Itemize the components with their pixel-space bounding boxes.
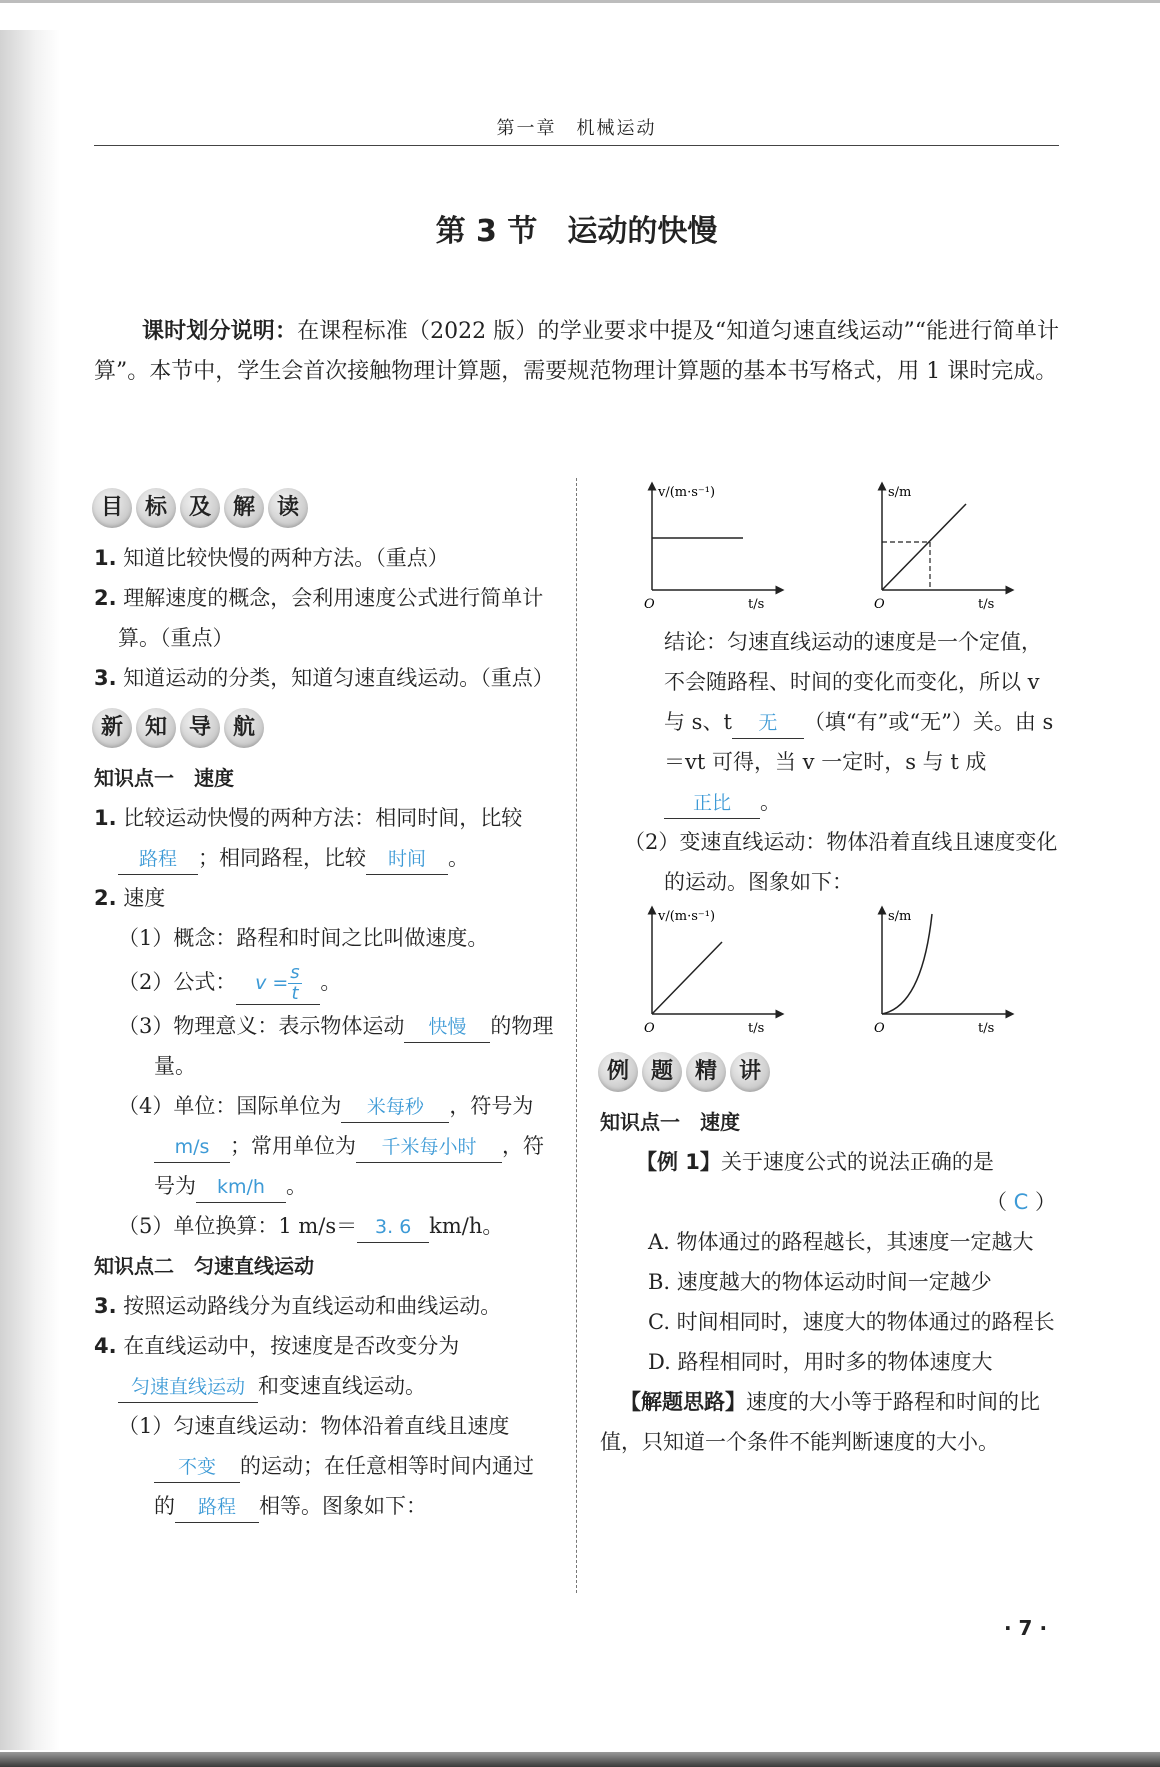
- badge-char: 及: [180, 488, 220, 528]
- answer-blank: 正比: [664, 788, 760, 819]
- item-text: 比较运动快慢的两种方法：相同时间，比较: [123, 806, 523, 830]
- goal-item: [94, 578, 554, 658]
- uniform-motion-graphs: [600, 478, 1060, 618]
- intro-label: 课时划分说明：: [142, 319, 298, 344]
- sub-text: ，符号为: [449, 1094, 534, 1118]
- answer-blank: 千米每小时: [356, 1132, 502, 1163]
- variable-motion-text: （2）变速直线运动：物体沿着直线且速度变化的运动。图象如下：: [624, 830, 1058, 894]
- parabolic-curve: [882, 914, 932, 1014]
- goal-num: 3.: [94, 666, 117, 690]
- sub-item: [94, 1006, 554, 1086]
- header-rule: [94, 145, 1059, 146]
- origin-label: O: [874, 597, 885, 612]
- bracket-close: ）: [1035, 1190, 1056, 1214]
- sub-text: 相等。图象如下：: [259, 1494, 427, 1518]
- conclusion-text: 。: [760, 790, 781, 814]
- variable-st-graph: [860, 902, 1030, 1042]
- item-num: 2.: [94, 886, 117, 910]
- sub-text: ；常用单位为: [230, 1134, 356, 1158]
- item-num: 4.: [94, 1334, 117, 1358]
- goal-num: 1.: [94, 546, 117, 570]
- answer-blank: 米每秒: [341, 1092, 449, 1123]
- answer-blank: 快慢: [404, 1012, 490, 1043]
- uniform-st-graph: [860, 478, 1030, 618]
- nav-badge: [92, 704, 554, 752]
- example-text: 关于速度公式的说法正确的是: [720, 1150, 994, 1174]
- examples-badge: [598, 1048, 1060, 1096]
- badge-char: 读: [268, 488, 308, 528]
- origin-label: O: [644, 1021, 655, 1036]
- x-axis-label: t/s: [978, 597, 995, 612]
- goal-text: 知道比较快慢的两种方法。（重点）: [123, 546, 449, 570]
- sub-item: （1）概念：路程和时间之比叫做速度。: [118, 926, 489, 950]
- goal-num: 2.: [94, 586, 117, 610]
- page-gutter-shadow: [0, 30, 60, 1750]
- solution-hint: [600, 1382, 1060, 1462]
- intro-text: 在课程标准（2022 版）的学业要求中提及“知道匀速直线运动”“能进行简单计算”。本节中，学生会首次接触物理计算题，需要规范物理计算题的基本书写格式，用 1 课时完成。: [94, 319, 1059, 384]
- sub-text: 。: [286, 1174, 307, 1198]
- badge-char: 例: [598, 1052, 638, 1092]
- sub-item-formula: [94, 958, 554, 1006]
- left-column: [94, 478, 554, 1526]
- item-text: 在直线运动中，按速度是否改变分为: [123, 1334, 460, 1358]
- knowledge-point-heading: 知识点一 速度: [600, 1110, 740, 1134]
- badge-char: 精: [686, 1052, 726, 1092]
- bracket-open: （: [985, 1190, 1007, 1214]
- y-axis-label: s/m: [888, 485, 912, 500]
- option-c: C. 时间相同时，速度大的物体通过的路程长: [648, 1310, 1055, 1334]
- origin-label: O: [874, 1021, 885, 1036]
- badge-char: 解: [224, 488, 264, 528]
- option-d: D. 路程相同时，用时多的物体速度大: [648, 1350, 993, 1374]
- variable-motion-graphs: [600, 902, 1060, 1042]
- badge-char: 导: [180, 708, 220, 748]
- answer-blank: 时间: [366, 844, 448, 875]
- conclusion-paragraph: [600, 622, 1060, 822]
- column-divider: [576, 478, 577, 1593]
- bottom-edge: [0, 1752, 1160, 1767]
- origin-label: O: [644, 597, 655, 612]
- item-num: 1.: [94, 806, 117, 830]
- example-question: [600, 1142, 1060, 1182]
- answer-choice: C: [1013, 1190, 1029, 1214]
- sub-text: （2）公式：: [118, 970, 237, 994]
- badge-char: 题: [642, 1052, 682, 1092]
- answer-blank: m/s: [154, 1132, 230, 1163]
- fraction-numerator: s: [290, 962, 300, 983]
- proportional-line: [882, 504, 966, 590]
- answer-blank: 无: [732, 708, 804, 739]
- sub-text: （3）物理意义：表示物体运动: [118, 1014, 405, 1038]
- y-axis-label: v/(m·s⁻¹): [658, 909, 716, 924]
- uniform-vt-graph: [630, 478, 800, 618]
- item-text: 和变速直线运动。: [258, 1374, 426, 1398]
- sub-item: [94, 1406, 554, 1526]
- answer-blank: 3. 6: [357, 1212, 429, 1243]
- option-a: A. 物体通过的路程越长，其速度一定越大: [648, 1230, 1034, 1254]
- knowledge-point-heading: 知识点一 速度: [94, 766, 234, 790]
- goal-item: [94, 658, 554, 698]
- sub-text: （1）匀速直线运动：物体沿着直线且速度: [118, 1414, 510, 1438]
- sub-item: [94, 1206, 554, 1246]
- formula-fraction: [288, 963, 301, 1004]
- badge-char: 标: [136, 488, 176, 528]
- badge-char: 讲: [730, 1052, 770, 1092]
- formula-blank: [236, 963, 320, 1005]
- sub-text: （4）单位：国际单位为: [118, 1094, 342, 1118]
- nav-item-1: [94, 798, 554, 878]
- item-text: 速度: [123, 886, 166, 910]
- item-text: 。: [448, 846, 469, 870]
- x-axis-label: t/s: [978, 1021, 995, 1036]
- item-text: 按照运动路线分为直线运动和曲线运动。: [123, 1294, 502, 1318]
- accelerating-line: [652, 942, 722, 1014]
- goals-badge: [92, 484, 554, 532]
- nav-item-4: [94, 1326, 554, 1406]
- sub-text: 。: [320, 970, 342, 994]
- top-edge: [0, 0, 1160, 3]
- formula-lhs: v =: [255, 972, 289, 994]
- sub-text: km/h。: [429, 1214, 504, 1238]
- sub-text: ，符号为: [154, 1134, 544, 1198]
- sub-text: 的运动；在任意相等时间内通过的: [154, 1454, 534, 1518]
- running-header: 第一章 机械运动: [496, 118, 657, 139]
- intro-paragraph: [94, 312, 1059, 392]
- x-axis-label: t/s: [748, 597, 765, 612]
- goal-item: [94, 538, 554, 578]
- goal-text: 知道运动的分类，知道匀速直线运动。（重点）: [123, 666, 554, 690]
- hint-label: 【解题思路】: [620, 1390, 746, 1414]
- hint-text: 速度的大小等于路程和时间的比值，只知道一个条件不能判断速度的大小。: [600, 1390, 1040, 1454]
- badge-char: 知: [136, 708, 176, 748]
- goal-text: 理解速度的概念，会利用速度公式进行简单计算。（重点）: [118, 586, 544, 650]
- fraction-denominator: t: [291, 983, 299, 1004]
- item-text: ；相同路程，比较: [198, 846, 366, 870]
- answer-bracket: [600, 1182, 1060, 1222]
- nav-item-3: [94, 1286, 554, 1326]
- option-b: B. 速度越大的物体运动时间一定越少: [648, 1270, 992, 1294]
- conclusion-text: 结论：匀速直线运动的速度是一个定值，不会随路程、时间的变化而变化，所以 v 与 s、t: [664, 630, 1042, 734]
- answer-blank: 不变: [154, 1452, 240, 1483]
- y-axis-label: s/m: [888, 909, 912, 924]
- conclusion-text: （填“有”或“无”）关。由 s＝vt 可得，当 v 一定时，s 与 t 成: [664, 710, 1054, 774]
- answer-blank: 匀速直线运动: [118, 1372, 258, 1403]
- page-number: · 7 ·: [1004, 1616, 1048, 1640]
- variable-vt-graph: [630, 902, 800, 1042]
- sub-text: 的物理量。: [154, 1014, 554, 1078]
- knowledge-point-heading: 知识点二 匀速直线运动: [94, 1254, 314, 1278]
- badge-char: 航: [224, 708, 264, 748]
- answer-blank: km/h: [196, 1172, 286, 1203]
- item-num: 3.: [94, 1294, 117, 1318]
- section-title: 第 3 节 运动的快慢: [435, 214, 718, 249]
- answer-blank: 路程: [175, 1492, 259, 1523]
- right-column: [600, 478, 1060, 1462]
- sub-item: [94, 1086, 554, 1206]
- badge-char: 目: [92, 488, 132, 528]
- nav-item-2: [94, 878, 554, 918]
- sub-text: （5）单位换算：1 m/s＝: [118, 1214, 358, 1238]
- answer-blank: 路程: [118, 844, 198, 875]
- example-label: 【例 1】: [636, 1150, 721, 1174]
- x-axis-label: t/s: [748, 1021, 765, 1036]
- badge-char: 新: [92, 708, 132, 748]
- y-axis-label: v/(m·s⁻¹): [658, 485, 716, 500]
